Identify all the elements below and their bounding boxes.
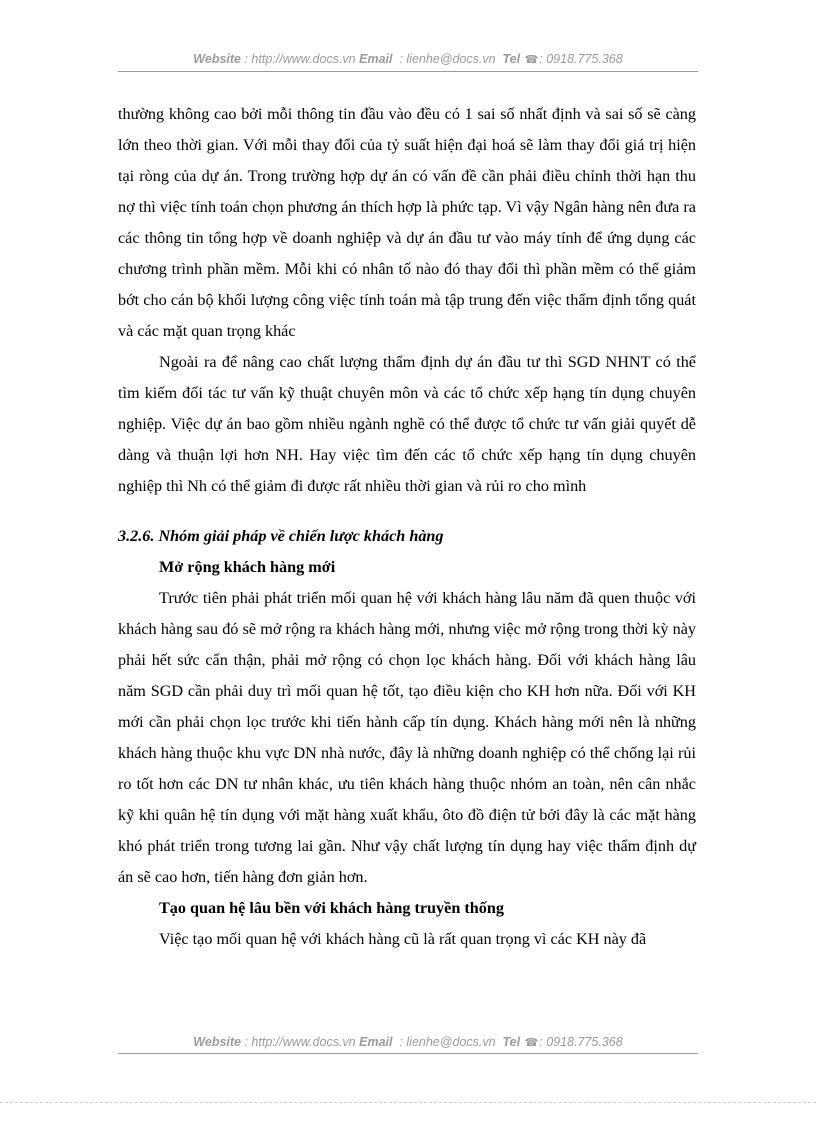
section-heading: 3.2.6. Nhóm giải pháp về chiến lược khách hàng [118, 527, 444, 545]
header-email-label: Email [359, 52, 393, 66]
paragraph-new-customers: Trước tiên phải phát triển mối quan hệ với khách hàng lâu năm đã quen thuộc với khách hàng sau đó sẽ mở rộng ra khách hàng mới, nhưng việc mở rộng trong thời kỳ này phải hết sức cẩn thận, phải mở rộng có chọn lọc khách hàng. Đối với khách hàng lâu năm SGD cần phải duy trì mối quan hệ tốt, tạo điều kiện cho KH hơn nữa. Đối với KH mới cần phải chọn lọc trước khi tiến hành cấp tín dụng. Khách hàng mới nên là những khách hàng thuộc khu vực DN nhà nước, đây là những doanh nghiệp có thể chống lại rủi ro tốt hơn các DN tư nhân khác, ưu tiên khách hàng thuộc nhóm an toàn, nên cân nhắc kỹ khi quân hệ tín dụng với mặt hàng xuất khẩu, ôto đồ điện tử bởi đây là các mặt hàng khó phát triển trong tương lai gần. Như vậy chất lượng tín dụng hay việc thẩm định dự án sẽ cao hơn, tiến hàng đơn giản hơn. [118, 589, 696, 886]
footer-email-link[interactable]: lienhe@docs.vn [406, 1035, 496, 1049]
paragraph-traditional-customers: Việc tạo mối quan hệ với khách hàng cũ là rất quan trọng vì các KH này đã [159, 930, 647, 948]
page-header [118, 52, 698, 66]
header-website-link[interactable]: http://www.docs.vn [251, 52, 356, 66]
footer-website-separator: : [241, 1035, 252, 1049]
header-email-separator: : [395, 52, 407, 66]
header-website-separator: : [241, 52, 252, 66]
phone-icon: ☎ [524, 54, 539, 66]
paragraph-consulting: Ngoài ra để nâng cao chất lượng thẩm định dự án đầu tư thì SGD NHNT có thể tìm kiếm đối tác tư vấn kỹ thuật chuyên môn và các tổ chức xếp hạng tín dụng chuyên nghiệp. Việc dự án bao gồm nhiều ngành nghề có thể được tổ chức tư vấn giải quyết dễ dàng và thuận lợi hơn NH. Hay việc tìm đến các tổ chức xếp hạng tín dụng chuyên nghiệp thì Nh có thể giảm đi được rất nhiều thời gian và rủi ro cho mình [118, 353, 696, 495]
page-boundary [0, 1102, 816, 1103]
header-tel-value: : 0918.775.368 [539, 52, 623, 66]
header-tel-label: Tel [502, 52, 521, 66]
footer-tel-label: Tel [502, 1035, 521, 1049]
phone-icon: ☎ [524, 1037, 539, 1049]
footer-website-link[interactable]: http://www.docs.vn [251, 1035, 356, 1049]
footer-email-label: Email [359, 1035, 393, 1049]
header-website-label: Website [193, 52, 241, 66]
document-body [118, 99, 696, 955]
header-email-link[interactable]: lienhe@docs.vn [406, 52, 496, 66]
paragraph-continuation: thường không cao bởi mỗi thông tin đầu vào đều có 1 sai số nhất định và sai số sẽ càng lớn theo thời gian. Với mỗi thay đổi của tỷ suất hiện đại hoá sẽ làm thay đổi giá trị hiện tại ròng của dự án. Trong trường hợp dự án có vấn đề cần phải điều chỉnh thời hạn thu nợ thì việc tính toán chọn phương án thích hợp là phức tạp. Vì vậy Ngân hàng nên đưa ra các thông tin tổng hợp về doanh nghiệp và dự án đầu tư vào máy tính để ứng dụng các chương trình phần mềm. Mỗi khi có nhân tố nào đó thay đổi thì phần mềm có thể giảm bớt cho cán bộ khối lượng công việc tính toán mà tập trung đến việc thẩm định tổng quát và các mặt quan trọng khác [118, 105, 696, 340]
footer-tel-value: : 0918.775.368 [539, 1035, 623, 1049]
footer-website-label: Website [193, 1035, 241, 1049]
subheading-traditional-customers: Tạo quan hệ lâu bền với khách hàng truyền thống [159, 899, 504, 917]
header-divider [118, 71, 698, 72]
footer-divider [118, 1053, 698, 1054]
footer-email-separator: : [395, 1035, 407, 1049]
page-footer [118, 1035, 698, 1049]
subheading-new-customers: Mở rộng khách hàng mới [159, 558, 336, 576]
